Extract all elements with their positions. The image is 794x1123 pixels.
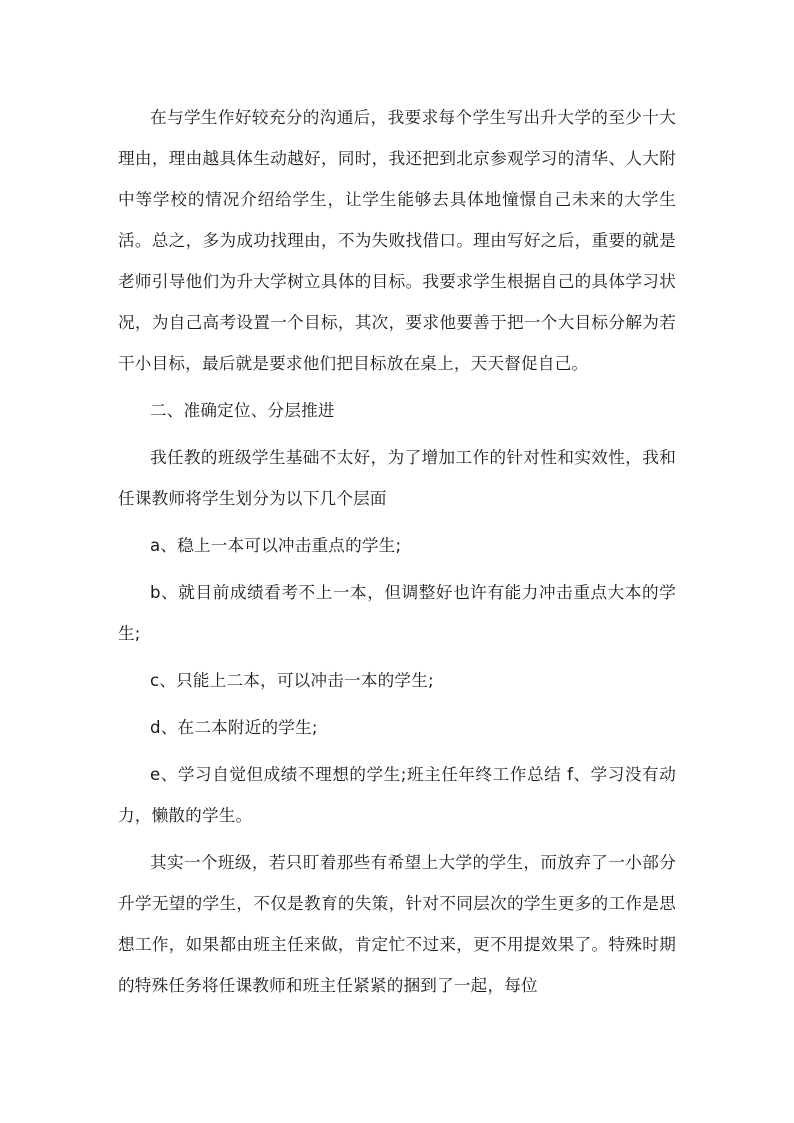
list-item-a: a、稳上一本可以冲击重点的学生; — [150, 536, 402, 555]
paragraph-stratification-intro: 我任教的班级学生基础不太好，为了增加工作的针对性和实效性，我和任课教师将学生划分为以下几个层面 — [118, 448, 676, 508]
list-item-d: d、在二本附近的学生; — [150, 718, 318, 737]
list-item-c: c、只能上二本，可以冲击一本的学生; — [150, 671, 434, 690]
paragraph-conclusion: 其实一个班级，若只盯着那些有希望上大学的学生，而放弃了一小部分升学无望的学生，不仅是教育的失策，针对不同层次的学生更多的工作是思想工作，如果都由班主任来做，肯定忙不过来，更不用提效果了。特殊时期的特殊任务将任课教师和班主任紧紧的捆到了一起，每位 — [118, 853, 676, 995]
list-item-e-f: e、学习自觉但成绩不理想的学生;班主任年终工作总结 f、学习没有动力，懒散的学生。 — [118, 765, 676, 825]
paragraph-goals: 在与学生作好较充分的沟通后，我要求每个学生写出升大学的至少十大理由，理由越具体生动越好，同时，我还把到北京参观学习的清华、人大附中等学校的情况介绍给学生，让学生能够去具体地憧憬自己未来的大学生活。总之，多为成功找理由，不为失败找借口。理由写好之后，重要的就是老师引导他们为升大学树立具体的目标。我要求学生根据自己的具体学习状况，为自己高考设置一个目标，其次，要求他要善于把一个大目标分解为若干小目标，最后就是要求他们把目标放在桌上，天天督促自己。 — [118, 108, 676, 373]
document-body — [118, 97, 676, 1012]
section-heading: 二、准确定位、分层推进 — [150, 401, 335, 420]
list-item-b: b、就目前成绩看考不上一本，但调整好也许有能力冲击重点大本的学生; — [118, 583, 676, 643]
